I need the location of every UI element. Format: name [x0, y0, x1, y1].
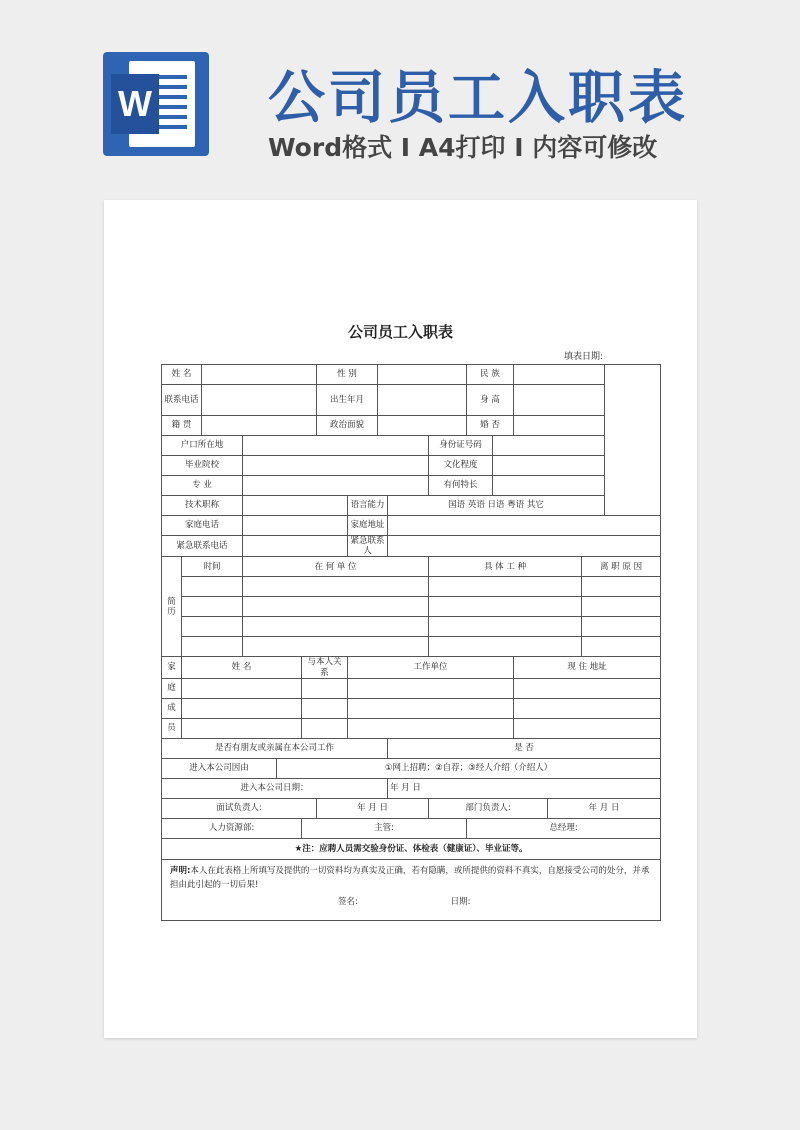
- field-phone[interactable]: [202, 385, 317, 416]
- table-row: [162, 818, 661, 838]
- fill-date-label: 填表日期:: [564, 352, 604, 362]
- photo-box[interactable]: [605, 365, 661, 516]
- dept-head-label: 部门负责人:: [429, 798, 548, 818]
- resume-cell[interactable]: [182, 597, 243, 617]
- field-home-addr[interactable]: [388, 516, 661, 536]
- language-options[interactable]: 国语 英语 日语 粤语 其它: [388, 496, 605, 516]
- table-row: [162, 365, 661, 385]
- table-row: [162, 617, 661, 637]
- table-row: [162, 516, 661, 536]
- label-home-phone: 家庭电话: [162, 516, 243, 536]
- field-hukou[interactable]: [243, 436, 429, 456]
- form-title: 公司员工入职表: [347, 323, 453, 341]
- field-specialty[interactable]: [493, 476, 605, 496]
- table-row: [162, 476, 661, 496]
- table-row: [162, 859, 661, 920]
- family-cell[interactable]: [514, 698, 661, 718]
- note-text: ★注：应聘人员需交验身份证、体检表（健康证）、毕业证等。: [162, 838, 661, 859]
- resume-cell[interactable]: [243, 617, 429, 637]
- interviewer-date[interactable]: 年 月 日: [317, 798, 429, 818]
- document-page: [104, 200, 697, 1038]
- family-cell[interactable]: [348, 698, 514, 718]
- family-header-address: 现 住 地址: [514, 657, 661, 678]
- field-emergency-contact[interactable]: [388, 536, 661, 557]
- label-title: 技术职称: [162, 496, 243, 516]
- gm-label: 总经理:: [467, 818, 661, 838]
- resume-cell[interactable]: [243, 597, 429, 617]
- banner-subtitle: Word格式 I A4打印 I 内容可修改: [268, 133, 658, 162]
- field-native[interactable]: [202, 416, 317, 436]
- resume-cell[interactable]: [429, 597, 582, 617]
- label-major: 专 业: [162, 476, 243, 496]
- label-ethnicity: 民 族: [467, 365, 514, 385]
- declaration-box: [162, 859, 661, 920]
- interviewer-label: 面试负责人:: [162, 798, 317, 818]
- word-letter: W: [111, 74, 159, 134]
- field-id-no[interactable]: [493, 436, 605, 456]
- table-row: [162, 416, 661, 436]
- family-header-relation: 与本人关系: [302, 657, 348, 678]
- family-cell[interactable]: [302, 698, 348, 718]
- resume-header-reason: 离 职 原 因: [582, 557, 661, 577]
- resume-cell[interactable]: [429, 637, 582, 657]
- table-row: [162, 838, 661, 859]
- family-cell[interactable]: [302, 718, 348, 738]
- date-label[interactable]: 日期:: [450, 896, 471, 907]
- resume-cell[interactable]: [429, 577, 582, 597]
- label-home-addr: 家庭地址: [348, 516, 388, 536]
- resume-cell[interactable]: [182, 617, 243, 637]
- field-birth[interactable]: [378, 385, 467, 416]
- table-row: [162, 557, 661, 577]
- field-ethnicity[interactable]: [514, 365, 605, 385]
- table-row: [162, 698, 661, 718]
- entry-date-label: 进入本公司日期：: [162, 778, 388, 798]
- label-school: 毕业院校: [162, 456, 243, 476]
- family-cell[interactable]: [514, 678, 661, 698]
- family-cell[interactable]: [348, 678, 514, 698]
- table-row: [162, 738, 661, 758]
- field-political[interactable]: [378, 416, 467, 436]
- field-marital[interactable]: [514, 416, 605, 436]
- field-education[interactable]: [493, 456, 605, 476]
- resume-cell[interactable]: [429, 617, 582, 637]
- reason-label: 进入本公司因由: [162, 758, 277, 778]
- resume-cell[interactable]: [582, 577, 661, 597]
- label-marital: 婚 否: [467, 416, 514, 436]
- resume-cell[interactable]: [243, 577, 429, 597]
- banner-title: 公司员工入职表: [268, 65, 688, 131]
- table-row: [162, 718, 661, 738]
- family-header-name: 姓 名: [182, 657, 302, 678]
- label-hukou: 户口所在地: [162, 436, 243, 456]
- field-home-phone[interactable]: [243, 516, 348, 536]
- declaration-text: 本人在此表格上所填写及提供的一切资料均为真实及正确，若有隐瞒，或所提供的资料不真实，自愿接受公司的处分，并承担由此引起的一切后果!: [170, 865, 650, 891]
- label-political: 政治面貌: [317, 416, 378, 436]
- label-emergency-phone: 紧急联系电话: [162, 536, 243, 557]
- table-row: [162, 798, 661, 818]
- hr-label: 人力资源部:: [162, 818, 302, 838]
- word-logo-icon: [103, 52, 209, 156]
- entry-date-value[interactable]: 年 月 日: [388, 778, 661, 798]
- relatives-answer[interactable]: 是 否: [388, 738, 661, 758]
- sign-label[interactable]: 签名:: [338, 896, 358, 907]
- family-label-char: 员: [162, 718, 182, 738]
- declaration-paragraph: [170, 864, 652, 893]
- field-gender[interactable]: [378, 365, 467, 385]
- family-label-char: 庭: [162, 678, 182, 698]
- resume-cell[interactable]: [182, 637, 243, 657]
- reason-options[interactable]: ①网上招聘；②自荐；③经人介绍（介绍人）: [277, 758, 661, 778]
- field-school[interactable]: [243, 456, 429, 476]
- label-native: 籍 贯: [162, 416, 202, 436]
- field-major[interactable]: [243, 476, 429, 496]
- table-row: [162, 456, 661, 476]
- table-row: [162, 778, 661, 798]
- resume-header-job: 具 体 工 种: [429, 557, 582, 577]
- supervisor-label: 主管:: [302, 818, 467, 838]
- family-label-char: 家: [162, 657, 182, 678]
- family-label-char: 成: [162, 698, 182, 718]
- field-title[interactable]: [243, 496, 348, 516]
- table-row: [162, 385, 661, 416]
- resume-cell[interactable]: [582, 597, 661, 617]
- declaration-label: 声明:: [170, 865, 191, 876]
- label-id-no: 身份证号码: [429, 436, 493, 456]
- label-name: 姓 名: [162, 365, 202, 385]
- label-education: 文化程度: [429, 456, 493, 476]
- table-row: [162, 436, 661, 456]
- resume-header-unit: 在 何 单 位: [243, 557, 429, 577]
- label-phone: 联系电话: [162, 385, 202, 416]
- family-cell[interactable]: [302, 678, 348, 698]
- resume-label: [162, 557, 182, 657]
- table-row: [162, 536, 661, 557]
- table-row: [162, 637, 661, 657]
- field-height[interactable]: [514, 385, 605, 416]
- dept-head-date[interactable]: 年 月 日: [548, 798, 661, 818]
- resume-cell[interactable]: [582, 637, 661, 657]
- family-cell[interactable]: [348, 718, 514, 738]
- table-row: [162, 657, 661, 678]
- label-emergency-contact: 紧急联系人: [348, 536, 388, 557]
- label-gender: 性 别: [317, 365, 378, 385]
- label-language: 语言能力: [348, 496, 388, 516]
- family-cell[interactable]: [182, 718, 302, 738]
- relatives-question: 是否有朋友或亲属在本公司工作: [162, 738, 388, 758]
- field-name[interactable]: [202, 365, 317, 385]
- resume-label-text: 简历: [167, 596, 176, 617]
- table-row: [162, 597, 661, 617]
- resume-header-time: 时间: [182, 557, 243, 577]
- family-cell[interactable]: [514, 718, 661, 738]
- resume-cell[interactable]: [182, 577, 243, 597]
- family-header-work: 工作单位: [348, 657, 514, 678]
- resume-cell[interactable]: [243, 637, 429, 657]
- label-birth: 出生年月: [317, 385, 378, 416]
- family-cell[interactable]: [182, 698, 302, 718]
- field-emergency-phone[interactable]: [243, 536, 348, 557]
- table-row: [162, 496, 661, 516]
- signature-line: [170, 897, 652, 907]
- onboarding-form-table: [161, 364, 661, 921]
- table-row: [162, 678, 661, 698]
- label-height: 身 高: [467, 385, 514, 416]
- table-row: [162, 758, 661, 778]
- label-specialty: 有何特长: [429, 476, 493, 496]
- table-row: [162, 577, 661, 597]
- family-cell[interactable]: [182, 678, 302, 698]
- resume-cell[interactable]: [582, 617, 661, 637]
